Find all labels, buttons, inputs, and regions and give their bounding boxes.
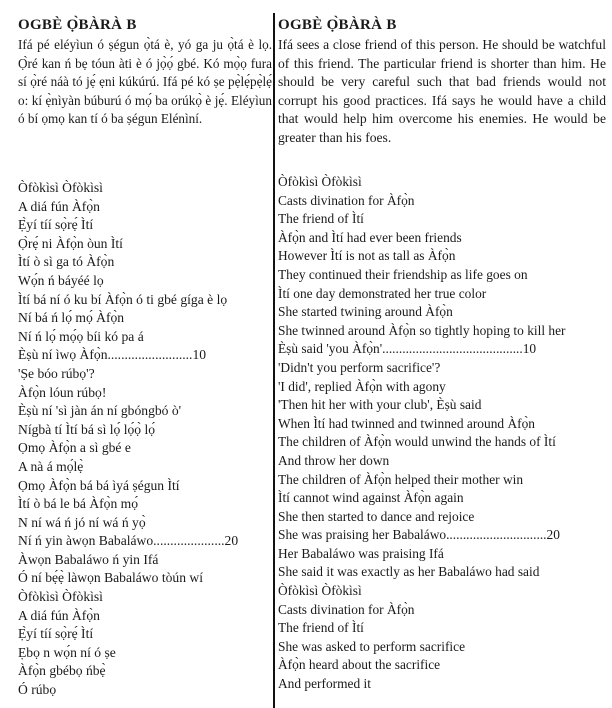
english-verse-line: She then started to dance and rejoice (278, 508, 475, 524)
english-verse-line: Casts divination for Àfọ̀n (278, 601, 415, 617)
yoruba-verse-line: Ìtí ò bá le bá Àfọ̀n mọ́ (18, 496, 139, 512)
yoruba-verse-line: Ní bá ń lọ́ mọ́ Àfọ̀n (18, 310, 125, 326)
column-divider (273, 13, 275, 708)
english-verse-line: The friend of Ìtí (278, 620, 364, 636)
yoruba-verse-line: Àwọn Babaláwo ń yin Ifá (18, 551, 159, 567)
english-verse-line: Èṣù said 'you Àfọ̀n'..........................................10 (278, 341, 537, 357)
yoruba-intro-paragraph: Ifá pé eléyìun ó ṣégun ọ̀tá è, yó ga ju ọ̀tá è lọ. Ọ̀ré kan ń bẹ tóun àti è ó jọ̀ọ́ gbé. Kó mọ̀ọ fura sí ọ̀ré náà tó jẹ́ ẹni kúkúrú. Ifá pé kó ṣe pẹ̀lẹ́pẹ̀lẹ́ o: kí ẹ̀nìyàn búburú ó mọ́ ba orúkọ̀ è jẹ́. Eléyìun ó bí ọmọ kan tí ó ba ṣégun Elénìní. (18, 37, 272, 127)
english-heading: OGBÈ Ọ̀BÀRÀ B (278, 17, 397, 33)
yoruba-verse-line: A diá fún Àfọ̀n (18, 198, 100, 214)
yoruba-verse-line: Ó rúbọ (18, 682, 57, 698)
yoruba-verse-line: N ní wá ń jó ní wá ń yọ̀ (18, 514, 146, 530)
yoruba-verse-line: Ọmọ Àfọ̀n a sì gbé e (18, 440, 131, 456)
english-verse-line: She said it was exactly as her Babaláwo had said (278, 564, 540, 580)
english-verse-line: 'Didn't you perform sacrifice'? (278, 359, 441, 375)
english-verse-line: 'Then hit her with your club', Èṣù said (278, 397, 482, 413)
yoruba-heading: OGBÈ Ọ̀BÀRÀ B (18, 17, 137, 33)
yoruba-verse-list (18, 179, 238, 700)
english-verse-line: Ìtí one day demonstrated her true color (278, 285, 487, 301)
english-verse-line: She was praising her Babaláwo..............................20 (278, 527, 560, 543)
yoruba-verse-line: Àfọ̀n gbébọ ńbẹ̀ (18, 663, 106, 679)
yoruba-verse-line: Ní ń lọ́ mọ́ọ bíi kó pa á (18, 328, 144, 344)
english-verse-line: And throw her down (278, 452, 390, 468)
english-intro-paragraph: Ifá sees a close friend of this person. He should be watchful of this friend. The particular friend is shorter than him. He should be very careful such that bad friends would not corrupt his good practices. Ifá says he would have a child that would help him overcome his enemies. He would be greater than his foes. (278, 37, 606, 145)
yoruba-verse-line: Ẹ̀yí tíí sọ̀rẹ́ Ìtí (18, 626, 94, 642)
english-verse-line: The children of Àfọ̀n helped their mother win (278, 471, 524, 487)
english-verse-line: Àfọ̀n heard about the sacrifice (278, 657, 441, 673)
yoruba-verse-line: Ọ̀rẹ́ ni Àfọ̀n òun Ìtí (18, 235, 123, 251)
english-verse-line: She twinned around Àfọ̀n so tightly hoping to kill her (278, 322, 566, 338)
yoruba-verse-line: Èṣù ní 'sì jàn án ní gbóngbó ò' (18, 403, 182, 419)
yoruba-verse-line: Ìtí ò sì ga tó Àfọ̀n (18, 254, 115, 270)
english-verse-line: When Ìtí had twinned and twinned around Àfọ̀n (278, 415, 535, 431)
yoruba-verse-line: Wọ́n ń báyéé lọ (18, 272, 104, 288)
yoruba-verse-line: A nà á mọ́lẹ̀ (18, 458, 84, 474)
english-verse-line: The children of Àfọ̀n would unwind the hands of Ìtí (278, 434, 556, 450)
english-verse-line: And performed it (278, 676, 371, 692)
yoruba-verse-line: Ẹ̀yí tíí sọ̀rẹ́ Ìtí (18, 217, 94, 233)
english-verse-list (278, 173, 566, 694)
english-verse-line: She started twining around Àfọ̀n (278, 304, 453, 320)
english-verse-line: Casts divination for Àfọ̀n (278, 192, 415, 208)
yoruba-verse-line: Ẹbọ n wọ́n ní ó ṣe (18, 644, 116, 660)
yoruba-verse-line: Àfọ̀n lóun rúbọ! (18, 384, 107, 400)
english-verse-line: Òfòkìsì Òfòkìsì (278, 583, 362, 599)
english-verse-line: The friend of Ìtí (278, 211, 364, 227)
yoruba-verse-line: Ìtí bá ní ó ku bí Àfọ̀n ó ti gbé gíga è lọ (18, 291, 228, 307)
english-verse-line: Àfọ̀n and Ìtí had ever been friends (278, 229, 462, 245)
english-verse-line: Òfòkìsì Òfòkìsì (278, 174, 362, 189)
yoruba-verse-line: Èṣù ní ìwọ Àfọ̀n.........................10 (18, 347, 207, 363)
yoruba-verse-line: Ọmọ Àfọ̀n bá bá ìyá ṣégun Ìtí (18, 477, 180, 493)
yoruba-verse-line: Òfòkìsì Òfòkìsì (18, 589, 103, 605)
english-verse-line: They continued their friendship as life goes on (278, 266, 528, 282)
english-verse-line: Ìtí cannot wind against Àfọ̀n again (278, 490, 464, 506)
yoruba-verse-line: Ní ń yin àwọn Babaláwo.....................20 (18, 533, 239, 549)
english-verse-line: 'I did', replied Àfọ̀n with agony (278, 378, 446, 394)
yoruba-verse-line: Nígbà tí Ìtí bá sì lọ́ lọ́ọ̀ lọ́ (18, 421, 156, 437)
english-verse-line: However Ìtí is not as tall as Àfọ̀n (278, 248, 456, 264)
yoruba-verse-line: Ó ní bẹ́ẹ̀ làwọn Babaláwo tòún wí (18, 570, 203, 586)
yoruba-verse-line: A diá fún Àfọ̀n (18, 607, 100, 623)
yoruba-verse-line: 'Ṣe bóo rúbọ'? (18, 365, 95, 381)
english-verse-line: She was asked to perform sacrifice (278, 638, 466, 654)
yoruba-verse-line: Òfòkìsì Òfòkìsì (18, 180, 103, 195)
english-verse-line: Her Babaláwo was praising Ifá (278, 545, 444, 561)
